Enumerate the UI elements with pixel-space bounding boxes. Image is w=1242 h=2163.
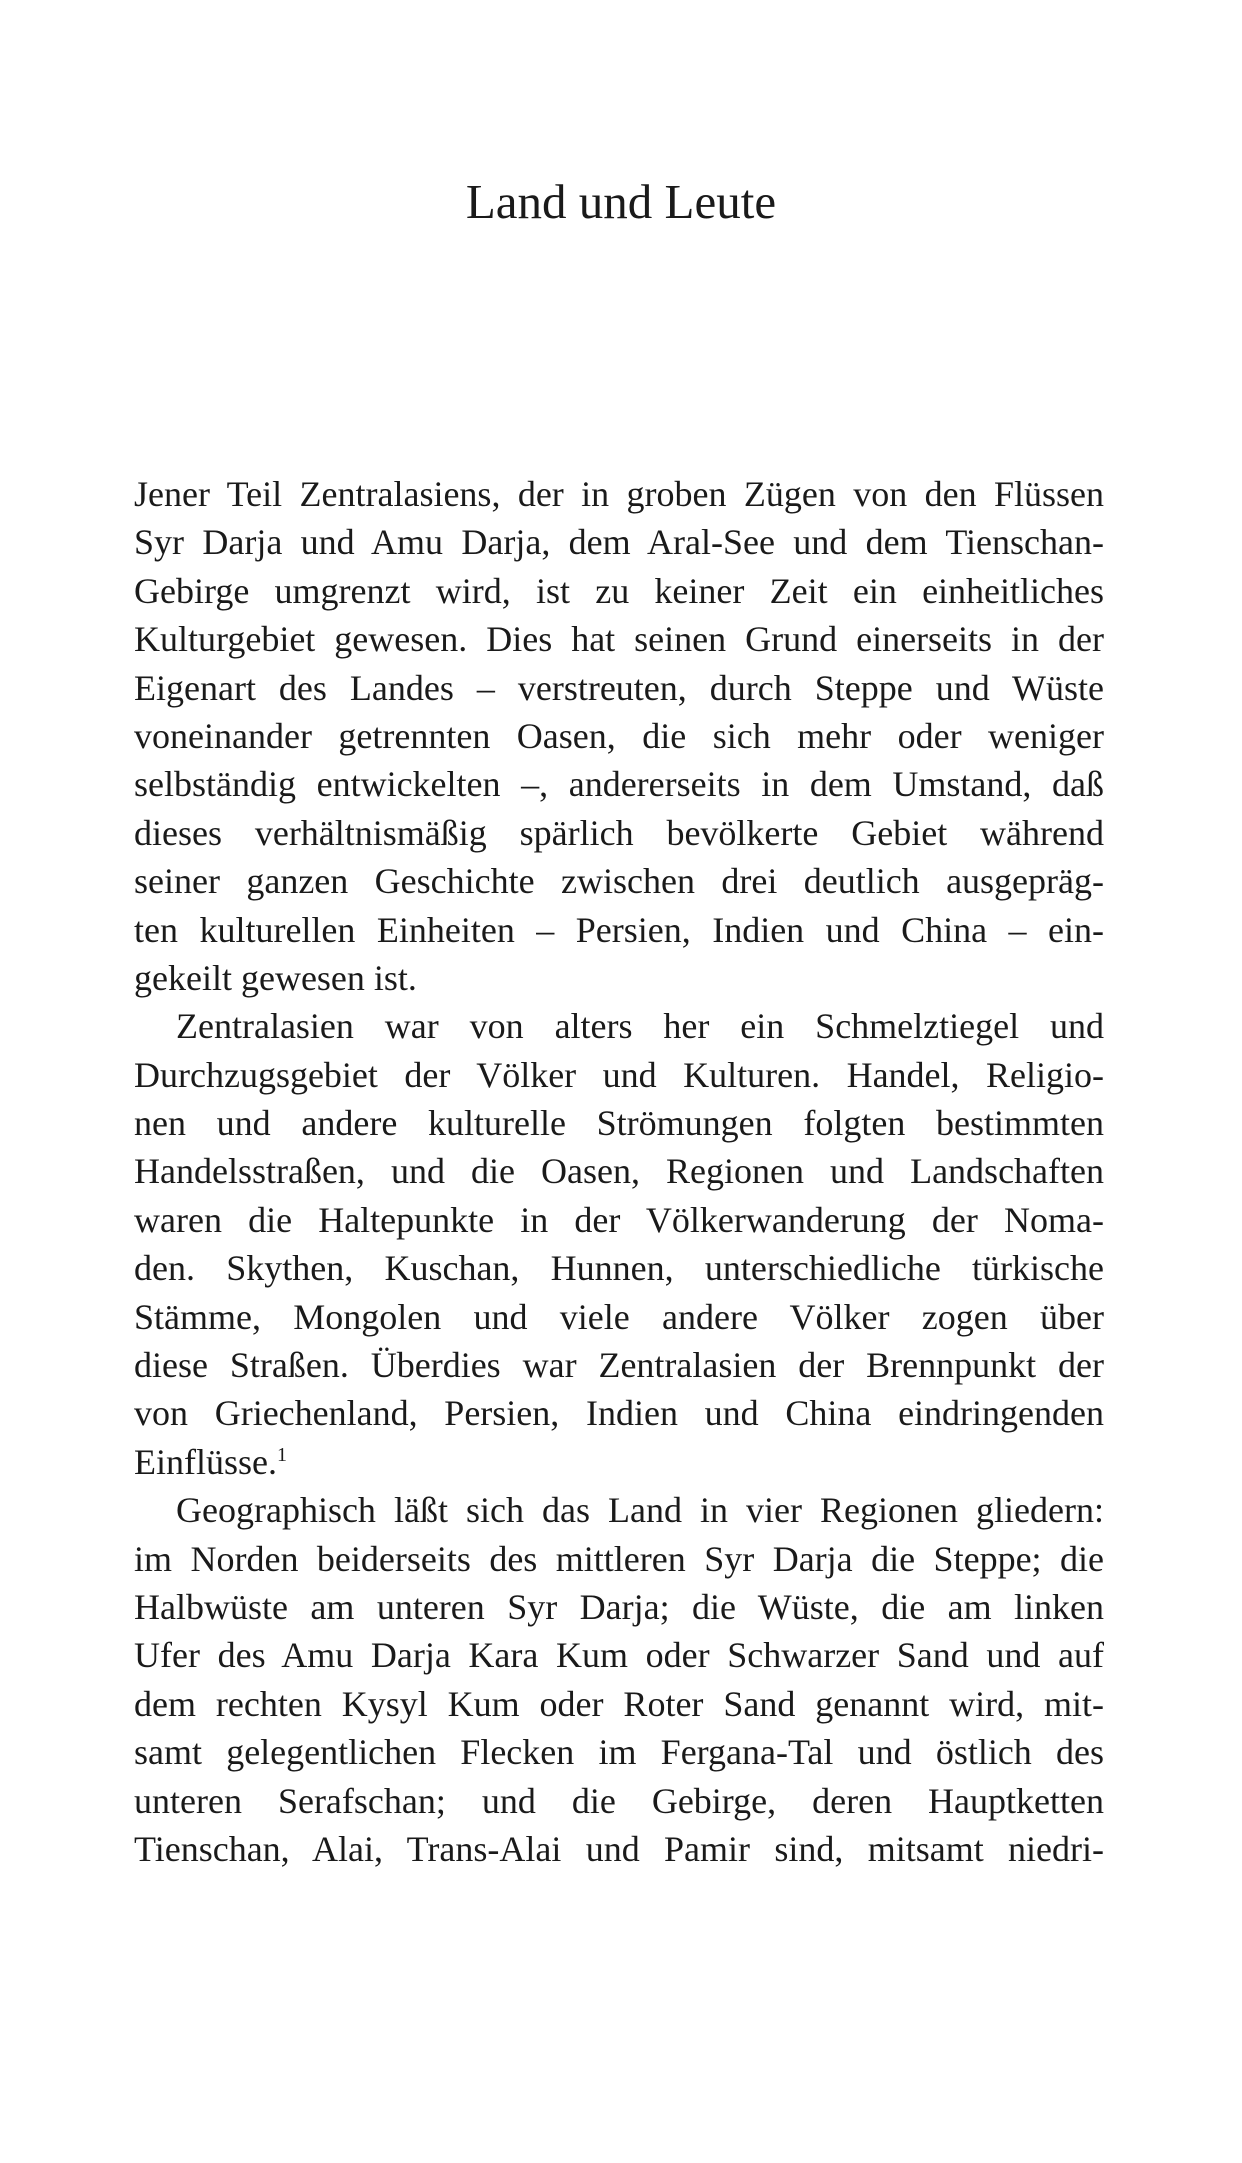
text-line: unteren Serafschan; und die Gebirge, deren Hauptketten	[134, 1780, 1104, 1821]
text-line: Halbwüste am unteren Syr Darja; die Wüste, die am linken	[134, 1586, 1104, 1627]
text-line: Ufer des Amu Darja Kara Kum oder Schwarzer Sand und auf	[134, 1635, 1104, 1676]
paragraph-2	[134, 1002, 1104, 1486]
text-line: Geographisch läßt sich das Land in vier Regionen gliedern:	[176, 1490, 1104, 1531]
text-line: waren die Haltepunkte in der Völkerwanderung der Noma-	[134, 1199, 1104, 1240]
text-line: seiner ganzen Geschichte zwischen drei deutlich ausgepräg-	[134, 861, 1104, 902]
chapter-title: Land und Leute	[465, 174, 777, 229]
text-line: selbständig entwickelten –, andererseits in dem Umstand, daß	[134, 764, 1104, 805]
paragraph-1	[134, 470, 1104, 1002]
text-line: Gebirge umgrenzt wird, ist zu keiner Zeit ein einheitliches	[134, 570, 1104, 611]
text-line: Jener Teil Zentralasiens, der in groben Zügen von den Flüssen	[134, 474, 1104, 514]
text-line: Syr Darja und Amu Darja, dem Aral-See und dem Tienschan-	[134, 522, 1104, 563]
footnote-marker[interactable]: 1	[276, 1443, 287, 1466]
text-line: im Norden beiderseits des mittleren Syr Darja die Steppe; die	[134, 1538, 1104, 1579]
text-line: dem rechten Kysyl Kum oder Roter Sand genannt wird, mit-	[134, 1683, 1104, 1724]
text-line: samt gelegentlichen Flecken im Fergana-Tal und östlich des	[134, 1732, 1104, 1773]
text-line: gekeilt gewesen ist.	[134, 957, 417, 998]
text-line: dieses verhältnismäßig spärlich bevölkerte Gebiet während	[134, 812, 1104, 853]
text-line: Stämme, Mongolen und viele andere Völker zogen über	[134, 1296, 1104, 1337]
text-line: Handelsstraßen, und die Oasen, Regionen und Landschaften	[134, 1151, 1104, 1192]
text-line: Kulturgebiet gewesen. Dies hat seinen Grund einerseits in der	[134, 619, 1104, 660]
text-line: ten kulturellen Einheiten – Persien, Indien und China – ein-	[134, 909, 1104, 950]
text-line: Tienschan, Alai, Trans-Alai und Pamir sind, mitsamt niedri-	[134, 1828, 1104, 1869]
text-line: Eigenart des Landes – verstreuten, durch Steppe und Wüste	[134, 667, 1104, 708]
body-text	[134, 470, 1104, 1873]
paragraph-3	[134, 1486, 1104, 1873]
text-line	[134, 1438, 1104, 1486]
text-line: nen und andere kulturelle Strömungen folgten bestimmten	[134, 1103, 1104, 1144]
text-line: diese Straßen. Überdies war Zentralasien der Brennpunkt der	[134, 1345, 1104, 1386]
text-line: Zentralasien war von alters her ein Schmelztiegel und	[176, 1006, 1104, 1047]
text-line: den. Skythen, Kuschan, Hunnen, unterschiedliche türkische	[134, 1248, 1104, 1289]
text-line: von Griechenland, Persien, Indien und China eindringenden	[134, 1393, 1104, 1434]
text-line: voneinander getrennten Oasen, die sich mehr oder weniger	[134, 715, 1104, 756]
text-line: Durchzugsgebiet der Völker und Kulturen. Handel, Religio-	[134, 1054, 1104, 1095]
text-line-content: Einflüsse.	[134, 1441, 277, 1482]
